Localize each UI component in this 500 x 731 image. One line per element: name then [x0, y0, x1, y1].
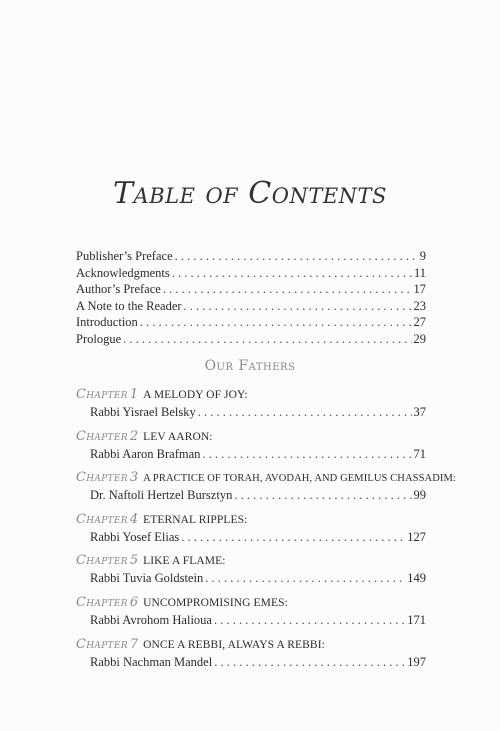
chapter-title: A MELODY OF JOY:	[143, 389, 248, 401]
chapter-number: 3	[129, 470, 139, 486]
chapter-page: 149	[407, 571, 426, 586]
chapter-word: Chapter	[76, 470, 128, 486]
entry-label: A Note to the Reader	[76, 298, 182, 313]
chapter-word: Chapter	[76, 553, 128, 569]
dot-leader	[181, 529, 405, 546]
toc-entry[interactable]	[76, 298, 426, 315]
dot-leader	[198, 404, 412, 421]
dot-leader	[234, 487, 411, 504]
dot-leader	[205, 570, 405, 587]
chapter-subject: Rabbi Avrohom Halioua	[90, 612, 212, 627]
entry-page: 11	[413, 265, 426, 280]
chapter-title: LEV AARON:	[143, 430, 213, 443]
entry-page: 29	[413, 331, 426, 346]
chapter-number: 4	[129, 511, 139, 527]
chapter-title: ETERNAL RIPPLES:	[143, 513, 248, 526]
chapter-number: 7	[129, 636, 139, 652]
chapter-entry[interactable]	[76, 469, 456, 511]
chapter-number: 5	[129, 553, 139, 569]
chapter-entry[interactable]	[76, 428, 426, 470]
chapter-word: Chapter	[76, 428, 128, 444]
chapter-entry[interactable]	[76, 552, 426, 594]
chapter-page: 171	[407, 612, 426, 627]
dot-leader	[184, 298, 412, 315]
chapter-page: 99	[413, 488, 426, 503]
entry-label: Publisher’s Preface	[76, 249, 173, 263]
chapter-word: Chapter	[76, 511, 128, 527]
toc-entry[interactable]	[76, 281, 426, 298]
chapter-subject: Dr. Naftoli Hertzel Bursztyn	[90, 488, 233, 503]
chapter-subject: Rabbi Aaron Brafman	[90, 446, 201, 461]
dot-leader	[214, 612, 405, 629]
entry-label: Author’s Preface	[76, 282, 161, 297]
toc-entry[interactable]	[76, 314, 426, 331]
entry-label: Prologue	[76, 331, 122, 346]
chapter-list	[76, 386, 456, 677]
entry-label: Introduction	[76, 315, 138, 330]
toc-entry[interactable]	[76, 248, 426, 265]
entry-page: 17	[413, 282, 426, 297]
chapter-entry[interactable]	[76, 386, 426, 428]
chapter-title: LIKE A FLAME:	[143, 555, 226, 568]
entry-page: 27	[413, 315, 426, 330]
dot-leader	[172, 265, 412, 282]
chapter-page: 37	[413, 405, 426, 419]
chapter-entry[interactable]	[76, 594, 426, 636]
chapter-page: 71	[413, 446, 426, 461]
chapter-title: UNCOMPROMISING EMES:	[143, 596, 288, 609]
chapter-word: Chapter	[76, 387, 128, 402]
dot-leader	[140, 314, 412, 331]
entry-page: 9	[419, 249, 426, 263]
chapter-word: Chapter	[76, 594, 128, 610]
entry-page: 23	[413, 298, 426, 313]
chapter-number: 1	[129, 387, 139, 402]
front-matter-list	[76, 248, 426, 348]
chapter-number: 2	[129, 428, 139, 444]
dot-leader	[123, 331, 411, 348]
chapter-entry[interactable]	[76, 511, 426, 553]
chapter-subject: Rabbi Nachman Mandel	[90, 654, 213, 669]
chapter-number: 6	[129, 594, 139, 610]
chapter-page: 197	[407, 654, 426, 669]
toc-entry[interactable]	[76, 265, 426, 282]
chapter-subject: Rabbi Yisrael Belsky	[90, 405, 196, 419]
toc-entry[interactable]	[76, 331, 426, 348]
chapter-page: 127	[407, 529, 426, 544]
dot-leader	[202, 446, 411, 463]
chapter-subject: Rabbi Tuvia Goldstein	[90, 571, 204, 586]
dot-leader	[175, 248, 418, 265]
page-title: Table of Contents	[113, 176, 387, 211]
section-heading: Our Fathers	[204, 358, 296, 374]
chapter-subject: Rabbi Yosef Elias	[90, 529, 180, 544]
dot-leader	[163, 281, 412, 298]
chapter-title: ONCE A REBBI, ALWAYS A REBBI:	[143, 638, 325, 651]
chapter-entry[interactable]	[76, 636, 426, 678]
chapter-title: A PRACTICE OF TORAH, AVODAH, AND GEMILUS CHASSADIM:	[143, 473, 456, 485]
chapter-word: Chapter	[76, 636, 128, 652]
dot-leader	[214, 654, 405, 671]
entry-label: Acknowledgments	[76, 265, 170, 280]
